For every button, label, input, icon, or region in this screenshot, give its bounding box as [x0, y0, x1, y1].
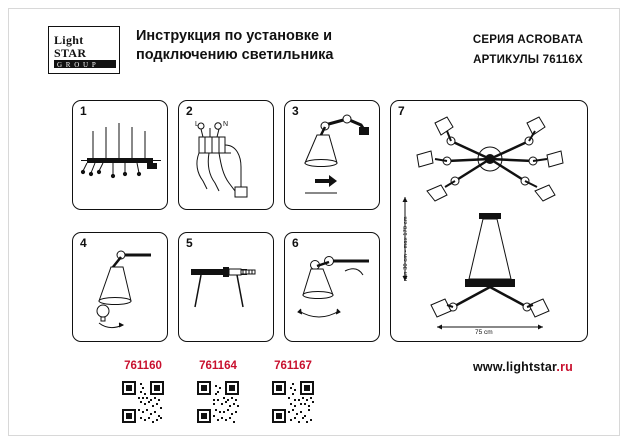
website-tld: .ru	[556, 360, 573, 374]
qr-code	[197, 381, 239, 423]
product-code: 761164	[199, 360, 237, 372]
step-box-7	[390, 100, 588, 342]
page-title-line2: подключению светильника	[136, 47, 334, 63]
step-2-illustration	[179, 101, 275, 211]
website-domain: www.lightstar	[473, 360, 557, 374]
step-number-4: 4	[80, 236, 87, 250]
step-box-4	[72, 232, 168, 342]
product-codes	[110, 360, 340, 376]
logo-line2: STAR	[54, 46, 87, 60]
step-box-6	[284, 232, 380, 342]
step-6-illustration	[285, 233, 381, 343]
logo-line1: Light	[54, 33, 84, 47]
height-dimension-label: min 30 cm - max 170 cm	[403, 216, 409, 281]
step-number-1: 1	[80, 104, 87, 118]
step-number-3: 3	[292, 104, 299, 118]
website-link[interactable]	[448, 360, 598, 374]
step-number-5: 5	[186, 236, 193, 250]
series-name: СЕРИЯ ACROBATA	[472, 34, 584, 46]
step-4-illustration	[73, 233, 169, 343]
step-box-3	[284, 100, 380, 210]
terminal-label-l: L	[195, 121, 199, 128]
step-box-1	[72, 100, 168, 210]
series-info	[428, 30, 628, 70]
step-number-2: 2	[186, 104, 193, 118]
step-1-illustration	[73, 101, 169, 211]
brand-logo	[48, 26, 120, 74]
step-5-illustration	[179, 233, 275, 343]
step-number-6: 6	[292, 236, 299, 250]
step-box-2	[178, 100, 274, 210]
step-3-illustration	[285, 101, 381, 211]
qr-code	[272, 381, 314, 423]
product-code: 761167	[274, 360, 312, 372]
page-title	[136, 27, 426, 65]
step-box-5	[178, 232, 274, 342]
series-articles: АРТИКУЛЫ 76116X	[473, 54, 583, 66]
qr-code	[122, 381, 164, 423]
width-dimension-label: 75 cm	[475, 329, 493, 336]
step-7-illustration	[391, 101, 589, 343]
logo-line3: G R O U P	[57, 60, 97, 69]
step-number-7: 7	[398, 104, 405, 118]
product-code: 761160	[124, 360, 162, 372]
document-header	[48, 26, 588, 82]
terminal-label-n: N	[223, 121, 229, 128]
page-title-line1: Инструкция по установке и	[136, 28, 333, 44]
